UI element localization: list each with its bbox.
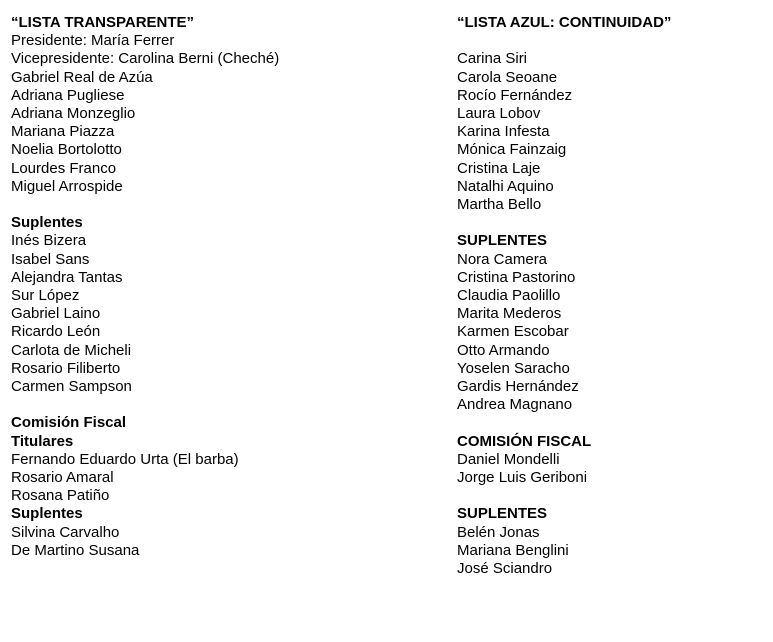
list-item: Sur López (11, 287, 80, 305)
list-item: Gabriel Real de Azúa (11, 68, 153, 86)
list-item: Rocío Fernández (457, 86, 573, 104)
list-item: Silvina Carvalho (11, 523, 120, 541)
list-item: Mariana Piazza (11, 123, 115, 141)
lista-transparente-column (11, 14, 431, 560)
list-item: Rosario Filiberto (11, 359, 121, 377)
spacer (11, 396, 431, 414)
list-item: Rosario Amaral (11, 469, 114, 487)
list-item: Isabel Sans (11, 250, 90, 268)
list-item: Gabriel Laino (11, 305, 101, 323)
list-item: Claudia Paolillo (457, 287, 561, 305)
list-item: Yoselen Saracho (457, 359, 570, 377)
list-item: Laura Lobov (457, 105, 541, 122)
list-item: Mariana Benglini (457, 541, 569, 559)
suplentes-heading: Suplentes (11, 214, 83, 232)
list-item: Carlota de Micheli (11, 341, 132, 359)
lista-transparente-title: “LISTA TRANSPARENTE” (11, 14, 195, 31)
list-item: Karina Infesta (457, 123, 550, 141)
list-item: Vicepresidente: Carolina Berni (Cheché) (11, 50, 280, 68)
list-item: Belén Jonas (457, 523, 540, 541)
list-item: Presidente: María Ferrer (11, 32, 175, 50)
list-item: Nora Camera (457, 250, 548, 268)
list-item: Ricardo León (11, 323, 101, 341)
comision-suplentes-heading: SUPLENTES (457, 505, 548, 523)
list-item: Marita Mederos (457, 305, 562, 323)
titulares-heading: Titulares (11, 432, 74, 450)
list-item: Jorge Luis Geriboni (457, 469, 588, 487)
list-item: De Martino Susana (11, 541, 140, 559)
list-item: Fernando Eduardo Urta (El barba) (11, 450, 239, 468)
spacer (457, 214, 757, 232)
comision-fiscal-heading: Comisión Fiscal (11, 414, 127, 432)
comision-fiscal-heading: COMISIÓN FISCAL (457, 432, 592, 450)
list-item: Miguel Arrospide (11, 177, 123, 195)
list-item: Carola Seoane (457, 68, 558, 86)
comision-suplentes-heading: Suplentes (11, 505, 83, 523)
list-item: Karmen Escobar (457, 323, 569, 341)
list-item: Inés Bizera (11, 232, 87, 250)
list-item: Daniel Mondelli (457, 450, 560, 468)
list-item: Adriana Monzeglio (11, 105, 136, 123)
list-item: José Sciandro (457, 560, 553, 578)
list-item: Natalhi Aquino (457, 177, 554, 195)
lista-azul-title: “LISTA AZUL: CONTINUIDAD” (457, 14, 672, 31)
list-item: Lourdes Franco (11, 159, 117, 177)
list-item: Carmen Sampson (11, 378, 132, 396)
list-item: Cristina Laje (457, 159, 541, 177)
list-item: Carina Siri (457, 50, 528, 68)
suplentes-heading: SUPLENTES (457, 232, 548, 250)
list-item: Andrea Magnano (457, 396, 573, 414)
list-item: Mónica Fainzaig (457, 141, 567, 159)
list-item: Gardis Hernández (457, 378, 579, 396)
list-item: Adriana Pugliese (11, 86, 125, 104)
list-item: Martha Bello (457, 196, 542, 214)
spacer (457, 414, 757, 432)
spacer (457, 487, 757, 505)
list-item: Cristina Pastorino (457, 268, 576, 286)
spacer (11, 196, 431, 214)
list-item: Otto Armando (457, 341, 550, 359)
spacer (457, 32, 757, 50)
list-item: Rosana Patiño (11, 487, 110, 505)
list-item: Alejandra Tantas (11, 268, 123, 286)
lista-azul-column (457, 14, 757, 578)
list-item: Noelia Bortolotto (11, 141, 122, 159)
